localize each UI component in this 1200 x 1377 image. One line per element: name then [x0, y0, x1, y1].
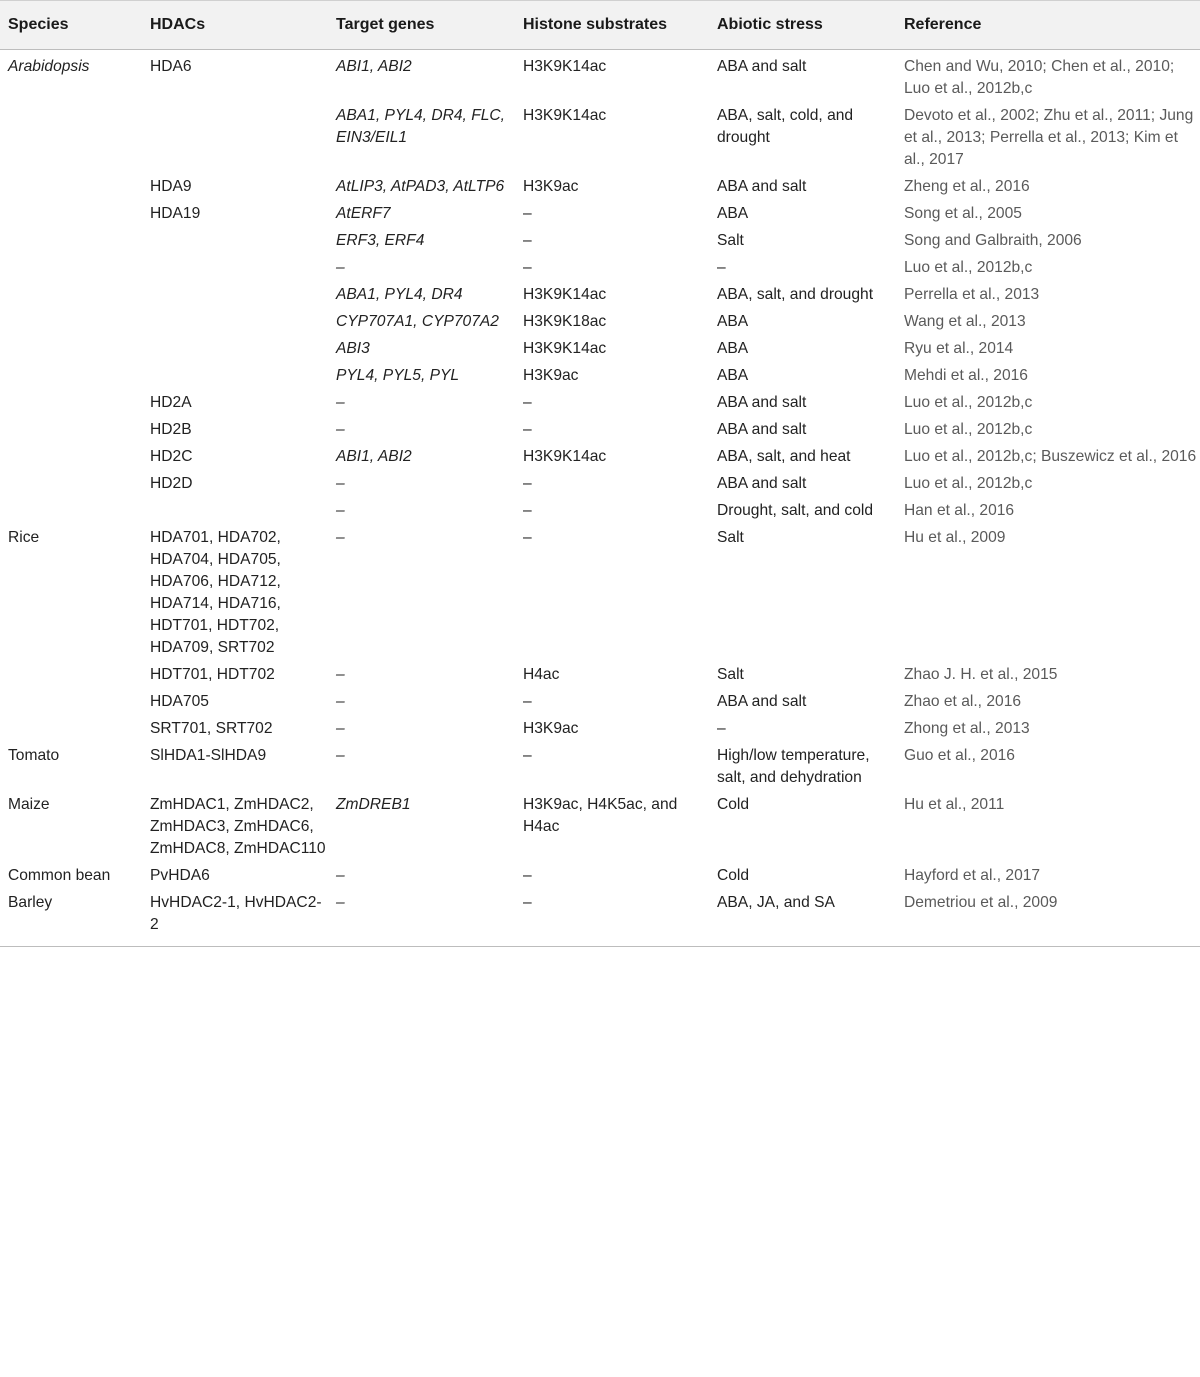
target-genes-cell: – [336, 747, 345, 764]
hdac-cell: HD2D [150, 475, 193, 492]
species-cell: Maize [8, 796, 50, 813]
header-row [0, 1, 1200, 50]
table-row [0, 280, 1200, 307]
reference-cell[interactable]: Ryu et al., 2014 [904, 340, 1014, 357]
reference-cell[interactable]: Hu et al., 2011 [904, 796, 1005, 813]
species-cell [0, 415, 142, 442]
abiotic-stress-cell: Drought, salt, and cold [717, 502, 874, 519]
target-genes-cell: – [336, 259, 345, 276]
reference-cell[interactable]: Zhong et al., 2013 [904, 720, 1030, 737]
species-cell [0, 714, 142, 741]
table-row [0, 199, 1200, 226]
reference-cell[interactable]: Perrella et al., 2013 [904, 286, 1040, 303]
species-cell [0, 280, 142, 307]
hdac-cell: ZmHDAC1, ZmHDAC2, ZmHDAC3, ZmHDAC6, ZmHDAC8, ZmHDAC110 [150, 796, 326, 857]
histone-substrate-cell: H3K9K14ac [523, 340, 607, 357]
histone-substrate-cell: – [523, 259, 532, 276]
hdac-cell [142, 361, 328, 388]
table-row [0, 50, 1200, 102]
reference-cell[interactable]: Luo et al., 2012b,c [904, 475, 1033, 492]
target-genes-cell: CYP707A1, CYP707A2 [336, 313, 499, 330]
species-cell: Common bean [8, 867, 111, 884]
abiotic-stress-cell: ABA [717, 367, 749, 384]
target-genes-cell: ABI1, ABI2 [336, 58, 412, 75]
histone-substrate-cell: – [523, 693, 532, 710]
species-cell [0, 101, 142, 172]
abiotic-stress-cell: ABA and salt [717, 475, 807, 492]
abiotic-stress-cell: – [717, 259, 726, 276]
target-genes-cell: – [328, 888, 515, 947]
abiotic-stress-cell: ABA and salt [717, 394, 807, 411]
hdac-cell [142, 334, 328, 361]
histone-substrate-cell: – [523, 394, 532, 411]
table-row [0, 790, 1200, 861]
species-cell [0, 172, 142, 199]
abiotic-stress-cell: ABA and salt [717, 693, 807, 710]
reference-cell[interactable]: Zhao et al., 2016 [904, 693, 1022, 710]
target-genes-cell: ABA1, PYL4, DR4 [336, 286, 463, 303]
species-cell [0, 307, 142, 334]
histone-substrate-cell: H3K9ac [523, 720, 579, 737]
reference-cell[interactable]: Hu et al., 2009 [904, 529, 1006, 546]
table-row [0, 469, 1200, 496]
reference-cell[interactable]: Han et al., 2016 [904, 502, 1015, 519]
hdac-cell: PvHDA6 [150, 867, 210, 884]
hdac-cell: HDA19 [150, 205, 201, 222]
target-genes-cell: – [336, 666, 345, 683]
reference-cell[interactable]: Song and Galbraith, 2006 [904, 232, 1082, 249]
table-row [0, 714, 1200, 741]
abiotic-stress-cell: ABA, JA, and SA [709, 888, 896, 947]
reference-cell[interactable]: Guo et al., 2016 [904, 747, 1015, 764]
table-row [0, 523, 1200, 660]
species-cell [0, 660, 142, 687]
table-row [0, 415, 1200, 442]
histone-substrate-cell: – [523, 205, 532, 222]
hdac-cell: HDA6 [150, 58, 192, 75]
reference-cell[interactable]: Demetriou et al., 2009 [896, 888, 1200, 947]
histone-substrate-cell: H3K9K14ac [523, 58, 607, 75]
target-genes-cell: ABI1, ABI2 [336, 448, 412, 465]
target-genes-cell: PYL4, PYL5, PYL [336, 367, 460, 384]
table-row [0, 226, 1200, 253]
histone-substrate-cell: H3K9K14ac [523, 286, 607, 303]
abiotic-stress-cell: Salt [717, 666, 744, 683]
species-cell [0, 253, 142, 280]
abiotic-stress-cell: – [717, 720, 726, 737]
table-row [0, 253, 1200, 280]
hdac-cell: HD2C [150, 448, 193, 465]
reference-cell[interactable]: Zhao J. H. et al., 2015 [904, 666, 1058, 683]
species-cell: Rice [8, 529, 40, 546]
header-reference: Reference [896, 1, 1200, 50]
species-cell: Tomato [8, 747, 60, 764]
table-row [0, 101, 1200, 172]
target-genes-cell: AtERF7 [336, 205, 391, 222]
histone-substrate-cell: – [523, 475, 532, 492]
species-cell [0, 469, 142, 496]
reference-cell[interactable]: Song et al., 2005 [904, 205, 1022, 222]
species-cell [0, 388, 142, 415]
target-genes-cell: ABA1, PYL4, DR4, FLC, EIN3/EIL1 [336, 107, 506, 146]
histone-substrate-cell: – [523, 421, 532, 438]
reference-cell[interactable]: Hayford et al., 2017 [904, 867, 1041, 884]
header-abiotic-stress: Abiotic stress [709, 1, 896, 50]
table-row [0, 741, 1200, 790]
target-genes-cell: AtLIP3, AtPAD3, AtLTP6 [336, 178, 505, 195]
abiotic-stress-cell: ABA [717, 205, 749, 222]
abiotic-stress-cell: ABA [717, 313, 749, 330]
header-histone-substrates: Histone substrates [515, 1, 709, 50]
abiotic-stress-cell: ABA and salt [717, 58, 807, 75]
abiotic-stress-cell: ABA and salt [717, 421, 807, 438]
hdac-cell: HD2B [150, 421, 192, 438]
target-genes-cell: ERF3, ERF4 [336, 232, 425, 249]
species-cell [0, 361, 142, 388]
species-cell [0, 199, 142, 226]
hdac-cell: HDA9 [150, 178, 192, 195]
table-row [0, 334, 1200, 361]
reference-cell[interactable]: Chen and Wu, 2010; Chen et al., 2010; Luo et al., 2012b,c [904, 58, 1175, 97]
reference-cell[interactable]: Zheng et al., 2016 [904, 178, 1030, 195]
target-genes-cell: – [336, 693, 345, 710]
abiotic-stress-cell: Cold [717, 867, 750, 884]
hdac-cell [142, 101, 328, 172]
table-row [0, 660, 1200, 687]
table-row [0, 442, 1200, 469]
target-genes-cell: ZmDREB1 [336, 796, 411, 813]
histone-substrate-cell: H3K9ac [523, 178, 579, 195]
abiotic-stress-cell: High/low temperature, salt, and dehydration [717, 747, 870, 786]
histone-substrate-cell: H3K9K14ac [523, 448, 607, 465]
hdac-cell [142, 496, 328, 523]
hdac-cell [142, 226, 328, 253]
hdac-cell: HD2A [150, 394, 192, 411]
hdac-cell [142, 253, 328, 280]
table-row [0, 687, 1200, 714]
histone-substrate-cell: – [523, 747, 532, 764]
reference-cell[interactable]: Wang et al., 2013 [904, 313, 1026, 330]
header-species: Species [0, 1, 142, 50]
histone-substrate-cell: – [523, 502, 532, 519]
target-genes-cell: – [336, 529, 345, 546]
reference-cell[interactable]: Devoto et al., 2002; Zhu et al., 2011; Jung et al., 2013; Perrella et al., 2013; Kim et al., 2017 [904, 107, 1194, 168]
histone-substrate-cell: – [523, 232, 532, 249]
species-cell [0, 687, 142, 714]
histone-substrate-cell: – [515, 888, 709, 947]
histone-substrate-cell: H4ac [523, 666, 560, 683]
target-genes-cell: – [336, 502, 345, 519]
abiotic-stress-cell: ABA, salt, and heat [717, 448, 851, 465]
histone-substrate-cell: H3K9ac [523, 367, 579, 384]
histone-substrate-cell: H3K9K14ac [523, 107, 607, 124]
hdac-cell: HDT701, HDT702 [150, 666, 275, 683]
target-genes-cell: – [336, 475, 345, 492]
species-cell [0, 442, 142, 469]
hdac-cell [142, 280, 328, 307]
target-genes-cell: – [336, 394, 345, 411]
abiotic-stress-cell: ABA, salt, and drought [717, 286, 874, 303]
reference-cell[interactable]: Luo et al., 2012b,c; Buszewicz et al., 2016 [904, 448, 1197, 465]
reference-cell[interactable]: Luo et al., 2012b,c [904, 394, 1033, 411]
histone-substrate-cell: – [523, 529, 532, 546]
histone-substrate-cell: – [523, 867, 532, 884]
reference-cell[interactable]: Mehdi et al., 2016 [904, 367, 1028, 384]
abiotic-stress-cell: ABA, salt, cold, and drought [717, 107, 854, 146]
target-genes-cell: – [336, 867, 345, 884]
hdac-cell: SRT701, SRT702 [150, 720, 273, 737]
reference-cell[interactable]: Luo et al., 2012b,c [904, 259, 1033, 276]
species-cell [0, 226, 142, 253]
abiotic-stress-cell: ABA and salt [717, 178, 807, 195]
target-genes-cell: ABI3 [336, 340, 370, 357]
histone-substrate-cell: H3K9K18ac [523, 313, 607, 330]
header-target-genes: Target genes [328, 1, 515, 50]
table-row [0, 307, 1200, 334]
target-genes-cell: – [336, 720, 345, 737]
hdac-cell [142, 307, 328, 334]
abiotic-stress-cell: Cold [717, 796, 750, 813]
histone-substrate-cell: H3K9ac, H4K5ac, and H4ac [523, 796, 678, 835]
table-row [0, 861, 1200, 888]
table-row [0, 361, 1200, 388]
target-genes-cell: – [336, 421, 345, 438]
hdac-cell: SlHDA1-SlHDA9 [150, 747, 267, 764]
species-cell [0, 496, 142, 523]
table-row [0, 388, 1200, 415]
species-cell: Barley [0, 888, 142, 947]
hdac-cell: HDA705 [150, 693, 209, 710]
hdac-cell: HvHDAC2-1, HvHDAC2-2 [142, 888, 328, 947]
reference-cell[interactable]: Luo et al., 2012b,c [904, 421, 1033, 438]
header-hdacs: HDACs [142, 1, 328, 50]
abiotic-stress-cell: Salt [717, 232, 744, 249]
species-cell [0, 334, 142, 361]
table-row [0, 888, 1200, 947]
hdac-cell: HDA701, HDA702, HDA704, HDA705, HDA706, HDA712, HDA714, HDA716, HDT701, HDT702, HDA709, SRT702 [150, 529, 281, 656]
abiotic-stress-cell: ABA [717, 340, 749, 357]
table-row [0, 496, 1200, 523]
table-row [0, 172, 1200, 199]
abiotic-stress-cell: Salt [717, 529, 744, 546]
species-cell: Arabidopsis [8, 58, 90, 75]
